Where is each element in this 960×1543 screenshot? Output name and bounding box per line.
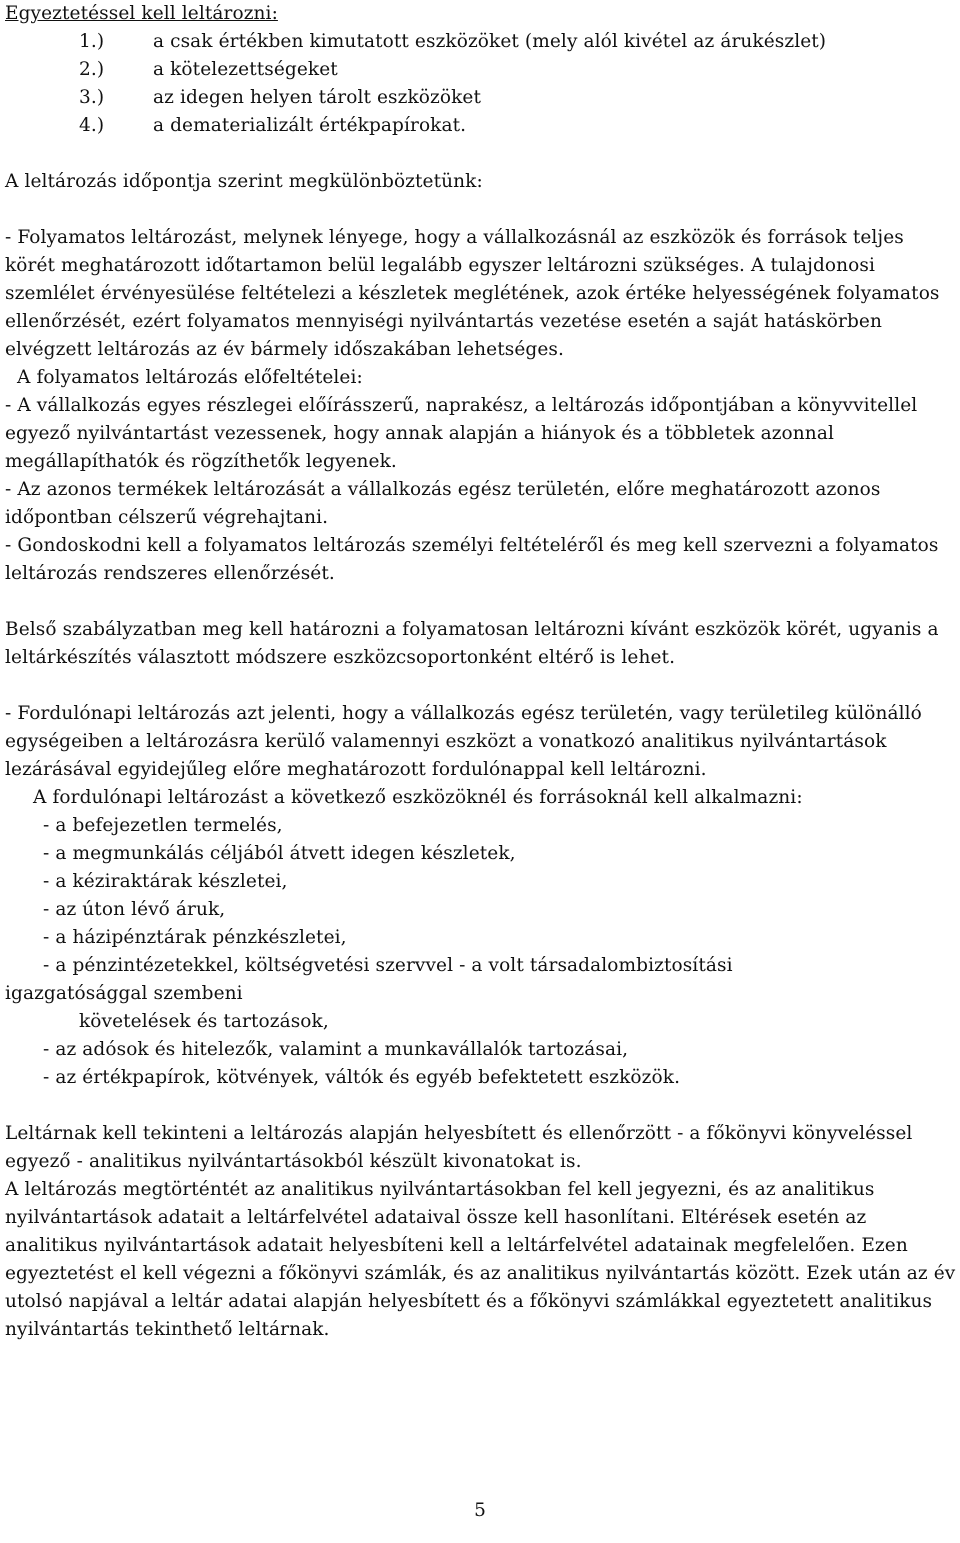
spacer	[5, 672, 957, 700]
prerequisite-item: - Gondoskodni kell a folyamatos leltározás személyi feltételéről és meg kell szervezni a folyamatos leltározás rendszeres ellenőrzését.	[5, 535, 939, 584]
list-item	[5, 112, 957, 140]
item-number: 3.)	[79, 87, 105, 108]
list-item: - az értékpapírok, kötvények, váltók és egyéb befektetett eszközök.	[43, 1067, 681, 1088]
list-item	[5, 56, 957, 84]
list-item-continuation: követelések és tartozások,	[79, 1011, 329, 1032]
page-number: 5	[474, 1500, 486, 1521]
intro-line: A leltározás időpontja szerint megkülönböztetünk:	[5, 171, 483, 192]
document-page	[5, 0, 957, 1344]
list-item: - a befejezetlen termelés,	[43, 815, 283, 836]
section-heading: Egyeztetéssel kell leltározni:	[5, 3, 278, 24]
final-paragraph: A leltározás megtörténtét az analitikus nyilvántartásokban fel kell jegyezni, és az analitikus nyilvántartások adatait a leltárfelvétel adataival össze kell hasonlítani. Eltérések esetén az analitikus nyilvántartások adatait helyesbíteni kell a leltárfelvétel adatainak megfelelően. Ezen egyeztetést el kell végezni a főkönyvi számlák, és az analitikus nyilvántartás között. Ezek után az év utolsó napjával a leltár adatai alapján helyesbített és a főkönyvi számlákkal egyeztetett analitikus nyilvántartás tekinthető leltárnak.	[5, 1179, 956, 1340]
spacer	[5, 588, 957, 616]
spacer	[5, 140, 957, 168]
list-item: - a megmunkálás céljából átvett idegen készletek,	[43, 843, 516, 864]
cutoff-list	[5, 812, 957, 1092]
list-item: - az úton lévő áruk,	[43, 899, 226, 920]
item-number: 2.)	[79, 59, 105, 80]
list-item: - a kéziraktárak készletei,	[43, 871, 288, 892]
numbered-list	[5, 28, 957, 140]
spacer	[5, 1092, 957, 1120]
list-item: - az adósok és hitelezők, valamint a munkavállalók tartozásai,	[43, 1039, 629, 1060]
list-item	[5, 28, 957, 56]
prerequisite-item: - Az azonos termékek leltározását a vállalkozás egész területén, előre meghatározott azonos időpontban célszerű végrehajtani.	[5, 479, 881, 528]
list-item: - a házipénztárak pénzkészletei,	[43, 927, 347, 948]
cutoff-heading: A fordulónapi leltározást a következő eszközöknél és forrásoknál kell alkalmazni:	[33, 787, 803, 808]
spacer	[5, 196, 957, 224]
item-number: 1.)	[79, 31, 105, 52]
item-text: a dematerializált értékpapírokat.	[153, 115, 467, 136]
inventory-definition-paragraph: Leltárnak kell tekinteni a leltározás alapján helyesbített és ellenőrzött - a főkönyvi könyveléssel egyező - analitikus nyilvántartásokból készült kivonatokat is.	[5, 1123, 913, 1172]
prerequisites-heading: A folyamatos leltározás előfeltételei:	[17, 367, 363, 388]
prerequisite-item: - A vállalkozás egyes részlegei előírásszerű, naprakész, a leltározás időpontjában a könyvvitellel egyező nyilvántartást vezessenek, hogy annak alapján a hiányok és a többletek azonnal megállapíthatók és rögzíthetők legyenek.	[5, 395, 918, 472]
item-text: a csak értékben kimutatott eszközöket (mely alól kivétel az árukészlet)	[153, 31, 827, 52]
item-number: 4.)	[79, 115, 105, 136]
list-item	[5, 84, 957, 112]
list-item-continuation: igazgatósággal szembeni	[5, 983, 243, 1004]
cutoff-inventory-paragraph: - Fordulónapi leltározás azt jelenti, hogy a vállalkozás egész területén, vagy területileg különálló egységeiben a leltározásra kerülő valamennyi eszközt a vonatkozó analitikus nyilvántartások lezárásával egyidejűleg előre meghatározott fordulónappal kell leltározni.	[5, 703, 922, 780]
internal-rules-paragraph: Belső szabályzatban meg kell határozni a folyamatosan leltározni kívánt eszközök körét, ugyanis a leltárkészítés választott módszere eszközcsoportonként eltérő is lehet.	[5, 619, 939, 668]
continuous-inventory-paragraph: - Folyamatos leltározást, melynek lényege, hogy a vállalkozásnál az eszközök és források teljes körét meghatározott időtartamon belül legalább egyszer leltározni szükséges. A tulajdonosi szemlélet érvényesülése feltételezi a készletek meglétének, azok értéke helyességének folyamatos ellenőrzését, ezért folyamatos mennyiségi nyilvántartás vezetése esetén a saját hatáskörben elvégzett leltározás az év bármely időszakában lehetséges.	[5, 227, 940, 360]
item-text: a kötelezettségeket	[153, 59, 338, 80]
list-item: - a pénzintézetekkel, költségvetési szervvel - a volt társadalombiztosítási	[43, 955, 733, 976]
item-text: az idegen helyen tárolt eszközöket	[153, 87, 482, 108]
